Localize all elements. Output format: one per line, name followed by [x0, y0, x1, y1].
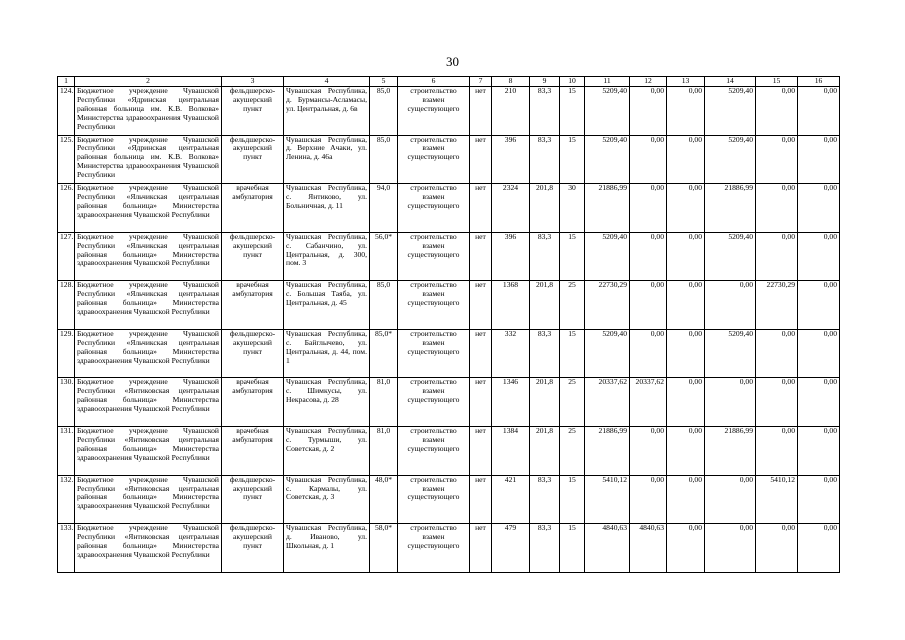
cell-col12: 0,00 [630, 427, 667, 476]
col-header: 15 [756, 77, 798, 87]
cell-col7: нет [470, 524, 492, 573]
cell-col10: 25 [560, 281, 585, 330]
cell-col16: 0,00 [798, 86, 840, 135]
address-cell: Чувашская Республика, с. Шимкусы, ул. Некрасова, д. 28 [284, 378, 370, 427]
row-number: 128. [58, 281, 75, 330]
cell-col12: 0,00 [630, 135, 667, 184]
table-row [58, 524, 840, 573]
cell-col16: 0,00 [798, 378, 840, 427]
work-type-cell: строительство взамен существующего [398, 329, 470, 378]
cell-col5: 85,0 [370, 86, 398, 135]
table-row [58, 86, 840, 135]
col-header: 12 [630, 77, 667, 87]
table-row [58, 232, 840, 281]
cell-col8: 332 [492, 329, 530, 378]
address-cell: Чувашская Республика, д. Верхние Ачаки, ул. Ленина, д. 46а [284, 135, 370, 184]
work-type-cell: строительство взамен существующего [398, 184, 470, 233]
organization-cell: Бюджетное учреждение Чувашской Республики «Ядринская центральная районная больница им. К.В. Волкова» Министерства здравоохранения Чувашской Республики [75, 86, 222, 135]
page-number: 30 [446, 54, 459, 69]
cell-col15: 22730,29 [756, 281, 798, 330]
cell-col14: 0,00 [705, 524, 756, 573]
organization-cell: Бюджетное учреждение Чувашской Республики «Янтиковская центральная районная больница» Министерства здравоохранения Чувашской Республики [75, 475, 222, 524]
cell-col9: 83,3 [530, 329, 560, 378]
facility-type-cell: врачебная амбулатория [222, 378, 284, 427]
col-header: 5 [370, 77, 398, 87]
cell-col10: 15 [560, 86, 585, 135]
cell-col15: 5410,12 [756, 475, 798, 524]
table-row [58, 475, 840, 524]
row-number: 132. [58, 475, 75, 524]
col-header: 14 [705, 77, 756, 87]
cell-col11: 20337,62 [585, 378, 630, 427]
facility-type-cell: фельдшерско-акушерский пункт [222, 329, 284, 378]
cell-col5: 85,0 [370, 281, 398, 330]
cell-col11: 5209,40 [585, 329, 630, 378]
col-header: 13 [667, 77, 705, 87]
cell-col14: 5209,40 [705, 135, 756, 184]
cell-col11: 5209,40 [585, 232, 630, 281]
cell-col13: 0,00 [667, 378, 705, 427]
cell-col14: 21886,99 [705, 427, 756, 476]
col-header: 16 [798, 77, 840, 87]
address-cell: Чувашская Республика, с. Сабанчино, ул. Центральная, д. 300, пом. 3 [284, 232, 370, 281]
cell-col16: 0,00 [798, 184, 840, 233]
table-row [58, 281, 840, 330]
cell-col5: 85,0 [370, 135, 398, 184]
organization-cell: Бюджетное учреждение Чувашской Республики «Янтиковская центральная районная больница» Министерства здравоохранения Чувашской Республики [75, 378, 222, 427]
cell-col12: 20337,62 [630, 378, 667, 427]
cell-col12: 0,00 [630, 232, 667, 281]
cell-col15: 0,00 [756, 427, 798, 476]
cell-col11: 5410,12 [585, 475, 630, 524]
address-cell: Чувашская Республика, д. Иваново, ул. Школьная, д. 1 [284, 524, 370, 573]
row-number: 133. [58, 524, 75, 573]
facility-type-cell: фельдшерско-акушерский пункт [222, 232, 284, 281]
facility-type-cell: фельдшерско-акушерский пункт [222, 135, 284, 184]
cell-col7: нет [470, 329, 492, 378]
row-number: 131. [58, 427, 75, 476]
cell-col12: 0,00 [630, 86, 667, 135]
work-type-cell: строительство взамен существующего [398, 427, 470, 476]
address-cell: Чувашская Республика, с. Большая Таяба, ул. Центральная, д. 45 [284, 281, 370, 330]
work-type-cell: строительство взамен существующего [398, 378, 470, 427]
cell-col9: 83,3 [530, 86, 560, 135]
cell-col9: 83,3 [530, 135, 560, 184]
cell-col5: 81,0 [370, 378, 398, 427]
col-header: 8 [492, 77, 530, 87]
cell-col15: 0,00 [756, 184, 798, 233]
cell-col14: 5209,40 [705, 329, 756, 378]
cell-col12: 0,00 [630, 329, 667, 378]
facilities-table [57, 76, 840, 573]
cell-col15: 0,00 [756, 135, 798, 184]
cell-col11: 5209,40 [585, 86, 630, 135]
cell-col10: 25 [560, 427, 585, 476]
cell-col8: 396 [492, 232, 530, 281]
table-row [58, 184, 840, 233]
cell-col11: 21886,99 [585, 184, 630, 233]
work-type-cell: строительство взамен существующего [398, 281, 470, 330]
organization-cell: Бюджетное учреждение Чувашской Республики «Яльчикская центральная районная больница» Министерства здравоохранения Чувашской Республики [75, 329, 222, 378]
work-type-cell: строительство взамен существующего [398, 524, 470, 573]
cell-col16: 0,00 [798, 232, 840, 281]
cell-col13: 0,00 [667, 427, 705, 476]
cell-col5: 85,0* [370, 329, 398, 378]
organization-cell: Бюджетное учреждение Чувашской Республики «Яльчикская центральная районная больница» Министерства здравоохранения Чувашской Республики [75, 281, 222, 330]
table-row [58, 135, 840, 184]
cell-col8: 1384 [492, 427, 530, 476]
cell-col13: 0,00 [667, 135, 705, 184]
cell-col10: 15 [560, 329, 585, 378]
cell-col15: 0,00 [756, 524, 798, 573]
row-number: 124. [58, 86, 75, 135]
cell-col13: 0,00 [667, 232, 705, 281]
address-cell: Чувашская Республика, с. Кармалы, ул. Советская, д. 3 [284, 475, 370, 524]
table-row [58, 427, 840, 476]
col-header: 2 [75, 77, 222, 87]
cell-col13: 0,00 [667, 524, 705, 573]
cell-col14: 0,00 [705, 475, 756, 524]
col-header: 6 [398, 77, 470, 87]
cell-col7: нет [470, 86, 492, 135]
cell-col13: 0,00 [667, 329, 705, 378]
header-row [58, 77, 840, 87]
cell-col9: 201,8 [530, 281, 560, 330]
address-cell: Чувашская Республика, с. Байглычево, ул. Центральная, д. 44, пом. 1 [284, 329, 370, 378]
cell-col10: 15 [560, 135, 585, 184]
cell-col11: 5209,40 [585, 135, 630, 184]
cell-col8: 210 [492, 86, 530, 135]
cell-col7: нет [470, 475, 492, 524]
organization-cell: Бюджетное учреждение Чувашской Республики «Янтиковская центральная районная больница» Министерства здравоохранения Чувашской Республики [75, 427, 222, 476]
cell-col9: 201,8 [530, 427, 560, 476]
col-header: 3 [222, 77, 284, 87]
cell-col7: нет [470, 135, 492, 184]
cell-col11: 21886,99 [585, 427, 630, 476]
col-header: 9 [530, 77, 560, 87]
cell-col12: 0,00 [630, 475, 667, 524]
organization-cell: Бюджетное учреждение Чувашской Республики «Яльчикская центральная районная больница» Министерства здравоохранения Чувашской Республики [75, 232, 222, 281]
facility-type-cell: фельдшерско-акушерский пункт [222, 524, 284, 573]
cell-col8: 2324 [492, 184, 530, 233]
cell-col5: 58,0* [370, 524, 398, 573]
facility-type-cell: врачебная амбулатория [222, 281, 284, 330]
cell-col16: 0,00 [798, 135, 840, 184]
cell-col12: 0,00 [630, 281, 667, 330]
cell-col10: 30 [560, 184, 585, 233]
col-header: 4 [284, 77, 370, 87]
cell-col9: 83,3 [530, 232, 560, 281]
organization-cell: Бюджетное учреждение Чувашской Республики «Янтиковская центральная районная больница» Министерства здравоохранения Чувашской Республики [75, 524, 222, 573]
cell-col14: 0,00 [705, 281, 756, 330]
cell-col12: 0,00 [630, 184, 667, 233]
cell-col13: 0,00 [667, 281, 705, 330]
cell-col14: 0,00 [705, 378, 756, 427]
cell-col14: 5209,40 [705, 232, 756, 281]
cell-col10: 25 [560, 378, 585, 427]
col-header: 7 [470, 77, 492, 87]
work-type-cell: строительство взамен существующего [398, 475, 470, 524]
cell-col16: 0,00 [798, 524, 840, 573]
cell-col16: 0,00 [798, 475, 840, 524]
cell-col5: 94,0 [370, 184, 398, 233]
cell-col5: 56,0* [370, 232, 398, 281]
cell-col9: 83,3 [530, 524, 560, 573]
cell-col7: нет [470, 378, 492, 427]
cell-col10: 15 [560, 475, 585, 524]
facility-type-cell: фельдшерско-акушерский пункт [222, 86, 284, 135]
address-cell: Чувашская Республика, д. Бурмансы-Асламасы, ул. Центральная, д. 6в [284, 86, 370, 135]
cell-col10: 15 [560, 232, 585, 281]
organization-cell: Бюджетное учреждение Чувашской Республики «Ядринская центральная районная больница им. К.В. Волкова» Министерства здравоохранения Чувашской Республики [75, 135, 222, 184]
cell-col8: 396 [492, 135, 530, 184]
cell-col12: 4840,63 [630, 524, 667, 573]
address-cell: Чувашская Республика, с. Янтиково, ул. Больничная, д. 11 [284, 184, 370, 233]
cell-col10: 15 [560, 524, 585, 573]
col-header: 10 [560, 77, 585, 87]
row-number: 130. [58, 378, 75, 427]
cell-col8: 1368 [492, 281, 530, 330]
address-cell: Чувашская Республика, с. Турмыши, ул. Советская, д. 2 [284, 427, 370, 476]
work-type-cell: строительство взамен существующего [398, 135, 470, 184]
cell-col14: 21886,99 [705, 184, 756, 233]
cell-col5: 48,0* [370, 475, 398, 524]
row-number: 129. [58, 329, 75, 378]
facility-type-cell: врачебная амбулатория [222, 184, 284, 233]
cell-col16: 0,00 [798, 427, 840, 476]
cell-col7: нет [470, 232, 492, 281]
col-header: 1 [58, 77, 75, 87]
cell-col7: нет [470, 184, 492, 233]
table-row [58, 329, 840, 378]
facility-type-cell: врачебная амбулатория [222, 427, 284, 476]
cell-col16: 0,00 [798, 329, 840, 378]
cell-col11: 4840,63 [585, 524, 630, 573]
cell-col8: 1346 [492, 378, 530, 427]
cell-col9: 83,3 [530, 475, 560, 524]
row-number: 127. [58, 232, 75, 281]
cell-col14: 5209,40 [705, 86, 756, 135]
cell-col8: 479 [492, 524, 530, 573]
table-row [58, 378, 840, 427]
cell-col15: 0,00 [756, 86, 798, 135]
cell-col13: 0,00 [667, 184, 705, 233]
col-header: 11 [585, 77, 630, 87]
cell-col9: 201,8 [530, 378, 560, 427]
row-number: 125. [58, 135, 75, 184]
cell-col15: 0,00 [756, 329, 798, 378]
organization-cell: Бюджетное учреждение Чувашской Республики «Яльчикская центральная районная больница» Министерства здравоохранения Чувашской Республики [75, 184, 222, 233]
cell-col15: 0,00 [756, 232, 798, 281]
facility-type-cell: фельдшерско-акушерский пункт [222, 475, 284, 524]
cell-col9: 201,8 [530, 184, 560, 233]
cell-col13: 0,00 [667, 86, 705, 135]
cell-col15: 0,00 [756, 378, 798, 427]
row-number: 126. [58, 184, 75, 233]
cell-col11: 22730,29 [585, 281, 630, 330]
work-type-cell: строительство взамен существующего [398, 232, 470, 281]
cell-col7: нет [470, 281, 492, 330]
cell-col16: 0,00 [798, 281, 840, 330]
cell-col7: нет [470, 427, 492, 476]
cell-col5: 81,0 [370, 427, 398, 476]
work-type-cell: строительство взамен существующего [398, 86, 470, 135]
cell-col13: 0,00 [667, 475, 705, 524]
cell-col8: 421 [492, 475, 530, 524]
